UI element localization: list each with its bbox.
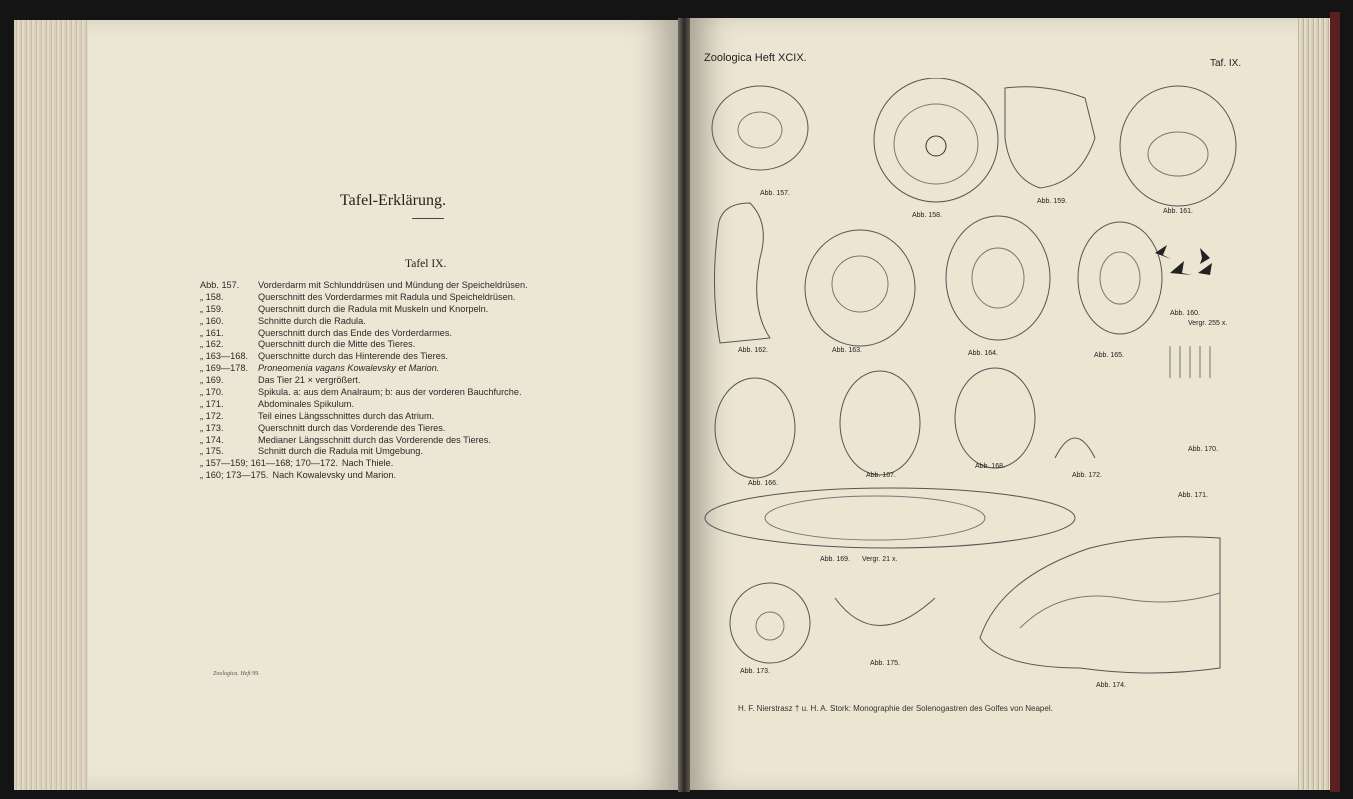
plate-number: Taf. IX.: [1210, 58, 1242, 69]
figure-description: Querschnitt durch die Mitte des Tieres.: [258, 339, 416, 350]
figure-description: Querschnitt durch die Radula mit Muskeln und Knorpeln.: [258, 303, 489, 314]
caption-abb-162: Abb. 162.: [738, 347, 768, 354]
list-item: [200, 411, 528, 423]
figure-number: „ 170.: [200, 387, 224, 398]
book-cover-edge: [1330, 12, 1340, 792]
caption-abb-172: Abb. 172.: [1072, 472, 1102, 479]
figure-description: Querschnitt durch das Ende des Vorderdarmes.: [258, 327, 453, 338]
figure-number: „ 160; 173—175.: [200, 470, 269, 481]
caption-abb-164: Abb. 164.: [968, 350, 998, 357]
figure-number: „ 162.: [200, 339, 224, 350]
list-item: [200, 435, 528, 447]
figure-166: [715, 378, 795, 478]
figure-description: Querschnitt des Vorderdarmes mit Radula und Speicheldrüsen.: [258, 291, 516, 302]
list-item: [200, 399, 528, 411]
caption-abb-166: Abb. 166.: [748, 480, 778, 487]
figure-173: [730, 583, 810, 663]
figure-172: [1055, 438, 1095, 458]
list-item: [200, 423, 528, 435]
figure-number: „ 169—178.: [200, 363, 249, 374]
caption-abb-160: Abb. 160.: [1170, 310, 1200, 317]
caption-abb-165: Abb. 165.: [1094, 352, 1124, 359]
list-item: [200, 363, 528, 375]
list-item: [200, 470, 528, 482]
list-item: [200, 292, 528, 304]
figure-158: [874, 78, 998, 202]
title-divider: [412, 218, 444, 219]
caption-abb-159: Abb. 159.: [1037, 198, 1067, 205]
list-item: [200, 375, 528, 387]
figure-description: Querschnitte durch das Hinterende des Tieres.: [258, 351, 448, 362]
figure-description: Schnitte durch die Radula.: [258, 315, 366, 326]
figure-number: „ 159.: [200, 303, 224, 314]
figure-number: „ 160.: [200, 315, 224, 326]
left-page-edges: [14, 20, 94, 790]
list-item: [200, 458, 528, 470]
right-page-edges: [1296, 18, 1334, 790]
figure-description: Nach Kowalevsky und Marion.: [272, 470, 397, 481]
caption-abb-171: Abb. 171.: [1178, 492, 1208, 499]
figure-description: Vorderdarm mit Schlunddrüsen und Mündung der Speicheldrüsen.: [258, 280, 528, 290]
list-item: [200, 339, 528, 351]
figure-description: Medianer Längsschnitt durch das Vorderende des Tieres.: [258, 434, 491, 445]
caption-abb-169-magnification: Vergr. 21 x.: [862, 556, 898, 563]
figure-162: [714, 203, 770, 343]
figure-number: „ 173.: [200, 422, 224, 433]
figure-description: Proneomenia vagans Kowalevsky et Marion.: [258, 363, 440, 374]
figure-number: „ 175.: [200, 446, 224, 457]
list-item: [200, 387, 528, 399]
caption-abb-158: Abb. 158.: [912, 212, 942, 219]
caption-abb-169: Abb. 169.: [820, 556, 850, 563]
plate-explanation-list: [200, 280, 528, 482]
list-item: [200, 328, 528, 340]
caption-abb-170: Abb. 170.: [1188, 446, 1218, 453]
figure-description: Das Tier 21 × vergrößert.: [258, 375, 361, 386]
figure-number: „ 157—159; 161—168; 170—172.: [200, 458, 338, 469]
figure-number: „ 158.: [200, 291, 224, 302]
page-title: Tafel-Erklärung.: [340, 192, 446, 209]
caption-abb-161: Abb. 161.: [1163, 208, 1193, 215]
figure-168: [955, 368, 1035, 468]
journal-header: Zoologica Heft XCIX.: [704, 52, 807, 64]
figure-description: Nach Thiele.: [341, 458, 394, 469]
figure-157: [712, 86, 808, 170]
figure-169: [705, 488, 1075, 548]
figure-description: Schnitt durch die Radula mit Umgebung.: [258, 446, 423, 457]
figure-number: „ 161.: [200, 327, 224, 338]
plate-authors-caption: H. F. Nierstrasz † u. H. A. Stork: Monographie der Solenogastren des Golfes von Neapel.: [738, 704, 1053, 713]
figure-161: [1120, 86, 1236, 206]
caption-abb-167: Abb. 167.: [866, 472, 896, 479]
figure-number: „ 172.: [200, 410, 224, 421]
list-item: [200, 316, 528, 328]
caption-abb-157: Abb. 157.: [760, 190, 790, 197]
book-gutter: [678, 18, 690, 792]
figure-number: „ 174.: [200, 434, 224, 445]
figure-number: „ 169.: [200, 375, 224, 386]
list-item: [200, 351, 528, 363]
figure-163: [805, 230, 915, 346]
figure-description: Abdominales Spikulum.: [258, 398, 355, 409]
list-item: [200, 280, 528, 292]
figure-175: [835, 598, 935, 626]
list-item: [200, 304, 528, 316]
list-item: [200, 446, 528, 458]
figure-167: [840, 371, 920, 475]
plate-illustration: [700, 78, 1280, 698]
page-footer: Zoologica. Heft 99.: [213, 671, 260, 677]
figure-160-spike: [1155, 245, 1171, 259]
figure-number: „ 163—168.: [200, 351, 249, 362]
figure-number: Abb. 157.: [200, 280, 240, 290]
caption-abb-160-magnification: Vergr. 255 x.: [1188, 320, 1228, 327]
figure-description: Teil eines Längsschnittes durch das Atrium.: [258, 410, 435, 421]
figure-159: [1005, 87, 1095, 188]
caption-abb-173: Abb. 173.: [740, 668, 770, 675]
figure-164: [946, 216, 1050, 340]
caption-abb-168: Abb. 168.: [975, 463, 1005, 470]
figure-number: „ 171.: [200, 398, 224, 409]
caption-abb-163: Abb. 163.: [832, 347, 862, 354]
plate-subtitle: Tafel IX.: [405, 258, 447, 270]
figure-description: Spikula. a: aus dem Analraum; b: aus der vorderen Bauchfurche.: [258, 387, 522, 398]
caption-abb-174: Abb. 174.: [1096, 682, 1126, 689]
caption-abb-175: Abb. 175.: [870, 660, 900, 667]
figure-description: Querschnitt durch das Vorderende des Tieres.: [258, 422, 446, 433]
figure-165: [1078, 222, 1162, 334]
figure-174: [980, 537, 1220, 673]
